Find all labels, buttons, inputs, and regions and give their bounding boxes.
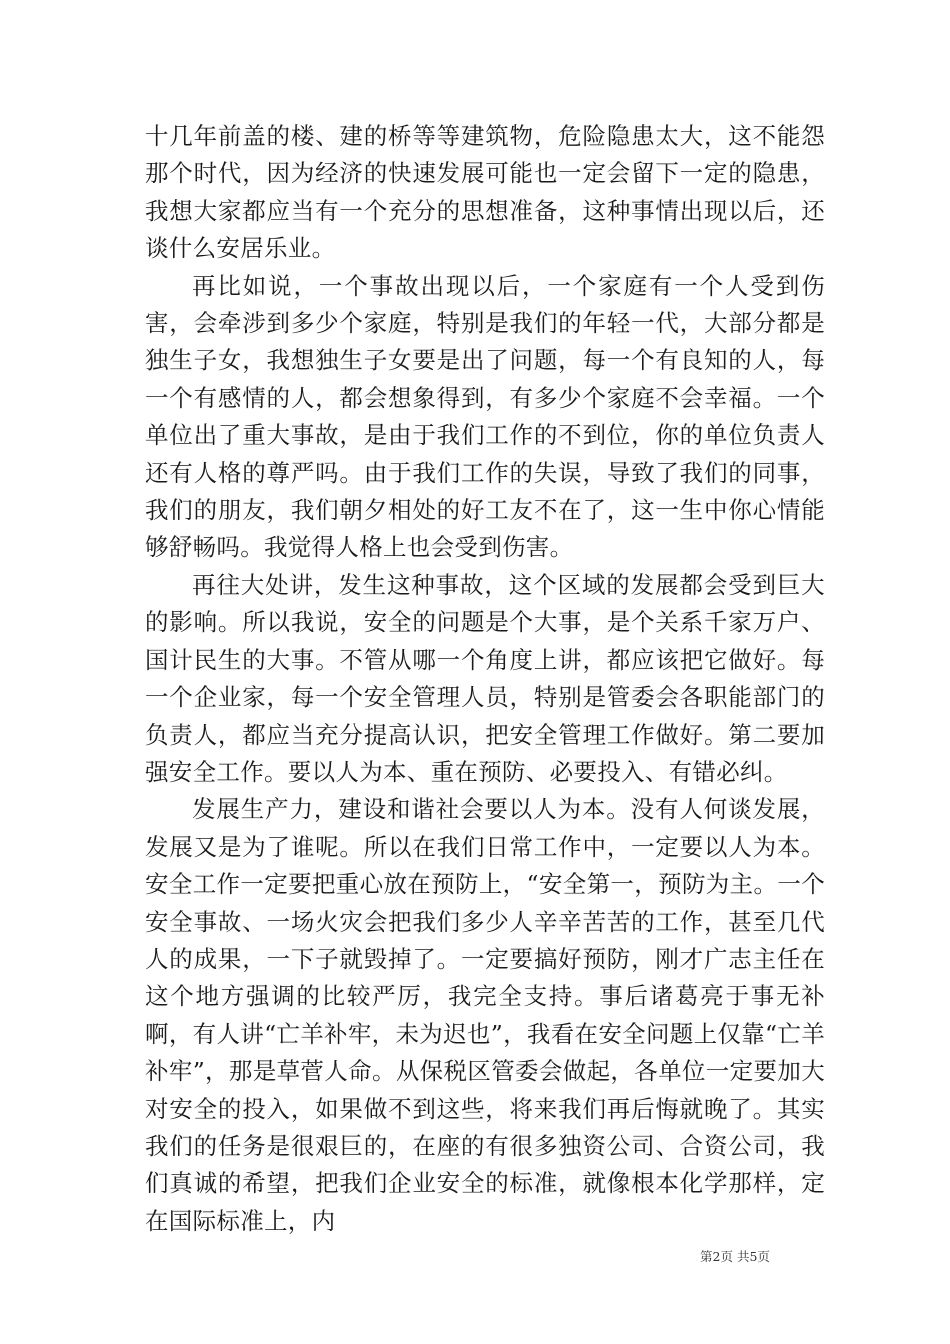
page-label-middle: 页 共 — [720, 1249, 750, 1264]
page-label-prefix: 第 — [700, 1249, 713, 1264]
current-page-number: 2 — [712, 1249, 721, 1264]
page-label-suffix: 页 — [757, 1249, 770, 1264]
paragraph-1: 十几年前盖的楼、建的桥等等建筑物，危险隐患太大，这不能怨那个时代，因为经济的快速发展可能也一定会留下一定的隐患，我想大家都应当有一个充分的思想准备，这种事情出现以后，还谈什么安居乐业。 — [145, 122, 825, 263]
paragraph-3: 再往大处讲，发生这种事故，这个区域的发展都会受到巨大的影响。所以我说，安全的问题是个大事，是个关系千家万户、国计民生的大事。不管从哪一个角度上讲，都应该把它做好。每一个企业家，每一个安全管理人员，特别是管委会各职能部门的负责人，都应当充分提高认识，把安全管理工作做好。第二要加强安全工作。要以人为本、重在预防、必要投入、有错必纠。 — [145, 570, 825, 786]
body-text — [145, 118, 825, 1240]
page-number-footer — [700, 1247, 820, 1265]
total-pages-number: 5 — [749, 1249, 758, 1264]
paragraph-4: 发展生产力，建设和谐社会要以人为本。没有人何谈发展，发展又是为了谁呢。所以在我们日常工作中，一定要以人为本。安全工作一定要把重心放在预防上，“安全第一，预防为主。一个安全事故、一场火灾会把我们多少人辛辛苦苦的工作，甚至几代人的成果，一下子就毁掉了。一定要搞好预防，刚才广志主任在这个地方强调的比较严厉，我完全支持。事后诸葛亮于事无补啊，有人讲“亡羊补牢，未为迟也”，我看在安全问题上仅靠“亡羊补牢”，那是草菅人命。从保税区管委会做起，各单位一定要加大对安全的投入，如果做不到这些，将来我们再后悔就晚了。其实我们的任务是很艰巨的，在座的有很多独资公司、合资公司，我们真诚的希望，把我们企业安全的标准，就像根本化学那样，定在国际标准上，内 — [145, 795, 825, 1235]
paragraph-2: 再比如说，一个事故出现以后，一个家庭有一个人受到伤害，会牵涉到多少个家庭，特别是我们的年轻一代，大部分都是独生子女，我想独生子女要是出了问题，每一个有良知的人，每一个有感情的人，都会想象得到，有多少个家庭不会幸福。一个单位出了重大事故，是由于我们工作的不到位，你的单位负责人还有人格的尊严吗。由于我们工作的失误，导致了我们的同事，我们的朋友，我们朝夕相处的好工友不在了，这一生中你心情能够舒畅吗。我觉得人格上也会受到伤害。 — [145, 271, 825, 562]
